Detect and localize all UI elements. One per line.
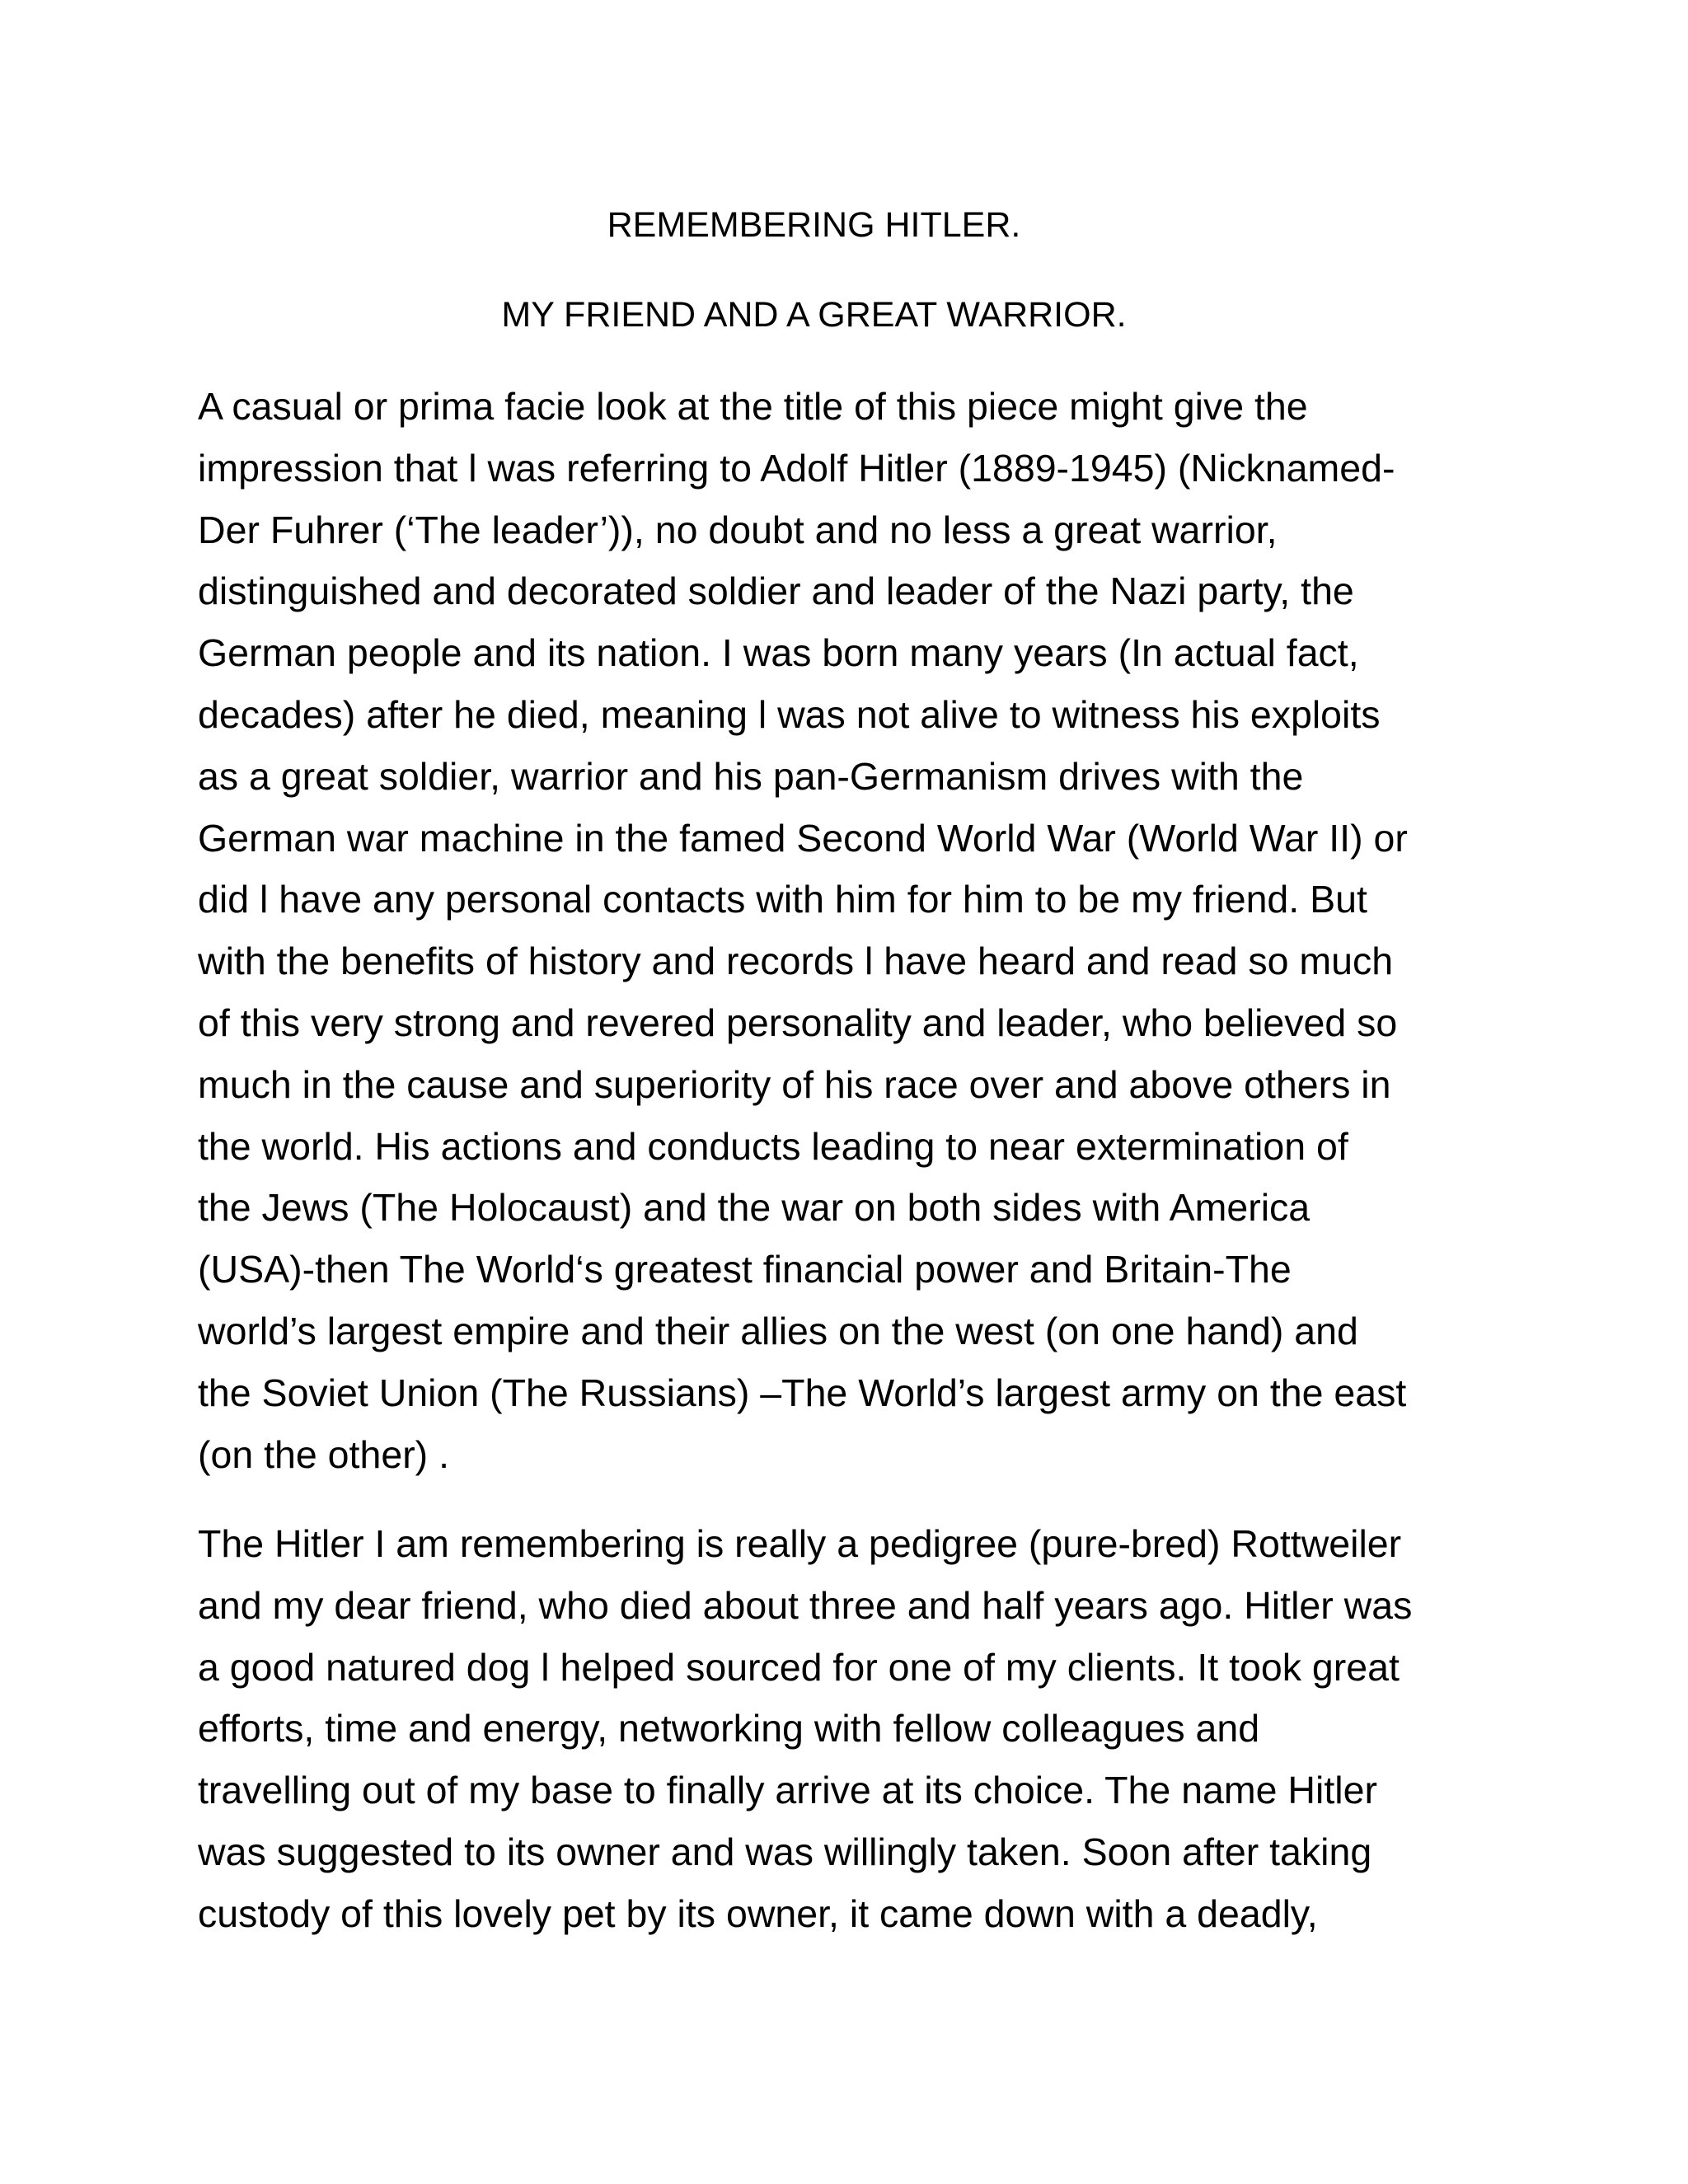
paragraph-line: impression that l was referring to Adolf Hitler (1889-1945) (Nicknamed- [198,446,1395,490]
paragraph-2 [198,1513,1500,1945]
paragraph-line: the Jews (The Holocaust) and the war on both sides with America [198,1186,1311,1230]
paragraph-line: decades) after he died, meaning l was not alive to witness his exploits [198,692,1381,736]
paragraph-line: the Soviet Union (The Russians) –The World’s largest army on the east [198,1371,1407,1414]
paragraph-line: efforts, time and energy, networking with fellow colleagues and [198,1707,1260,1750]
paragraph-line: German people and its nation. I was born many years (In actual fact, [198,631,1359,675]
paragraph-line: with the benefits of history and records l have heard and read so much [198,940,1394,983]
paragraph-line: as a great soldier, warrior and his pan-Germanism drives with the [198,754,1304,798]
paragraph-line: did l have any personal contacts with him for him to be my friend. But [198,878,1367,921]
paragraph-line: was suggested to its owner and was willingly taken. Soon after taking [198,1830,1372,1873]
paragraph-line: A casual or prima facie look at the title of this piece might give the [198,385,1308,428]
document-title: REMEMBERING HITLER. [607,205,1021,245]
paragraph-line: The Hitler I am remembering is really a pedigree (pure-bred) Rottweiler [198,1522,1402,1565]
document-subtitle: MY FRIEND AND A GREAT WARRIOR. [501,295,1127,335]
paragraph-line: travelling out of my base to finally arrive at its choice. The name Hitler [198,1769,1377,1812]
paragraph-line: of this very strong and revered personality and leader, who believed so [198,1001,1398,1044]
paragraph-line: distinguished and decorated soldier and leader of the Nazi party, the [198,569,1354,613]
paragraph-line: much in the cause and superiority of his race over and above others in [198,1062,1391,1106]
paragraph-line: custody of this lovely pet by its owner, it came down with a deadly, [198,1891,1318,1935]
paragraph-line: German war machine in the famed Second World War (World War II) or [198,816,1408,860]
paragraph-line: (USA)-then The World‘s greatest financial power and Britain-The [198,1248,1292,1291]
paragraph-line: world’s largest empire and their allies on the west (on one hand) and [198,1309,1358,1352]
paragraph-line: a good natured dog l helped sourced for one of my clients. It took great [198,1645,1400,1689]
paragraph-line: (on the other) . [198,1432,449,1476]
paragraph-line: and my dear friend, who died about three and half years ago. Hitler was [198,1583,1413,1627]
paragraph-line: the world. His actions and conducts leading to near extermination of [198,1124,1348,1168]
paragraph-1 [198,376,1500,1485]
paragraph-line: Der Fuhrer (‘The leader’)), no doubt and no less a great warrior, [198,508,1278,551]
